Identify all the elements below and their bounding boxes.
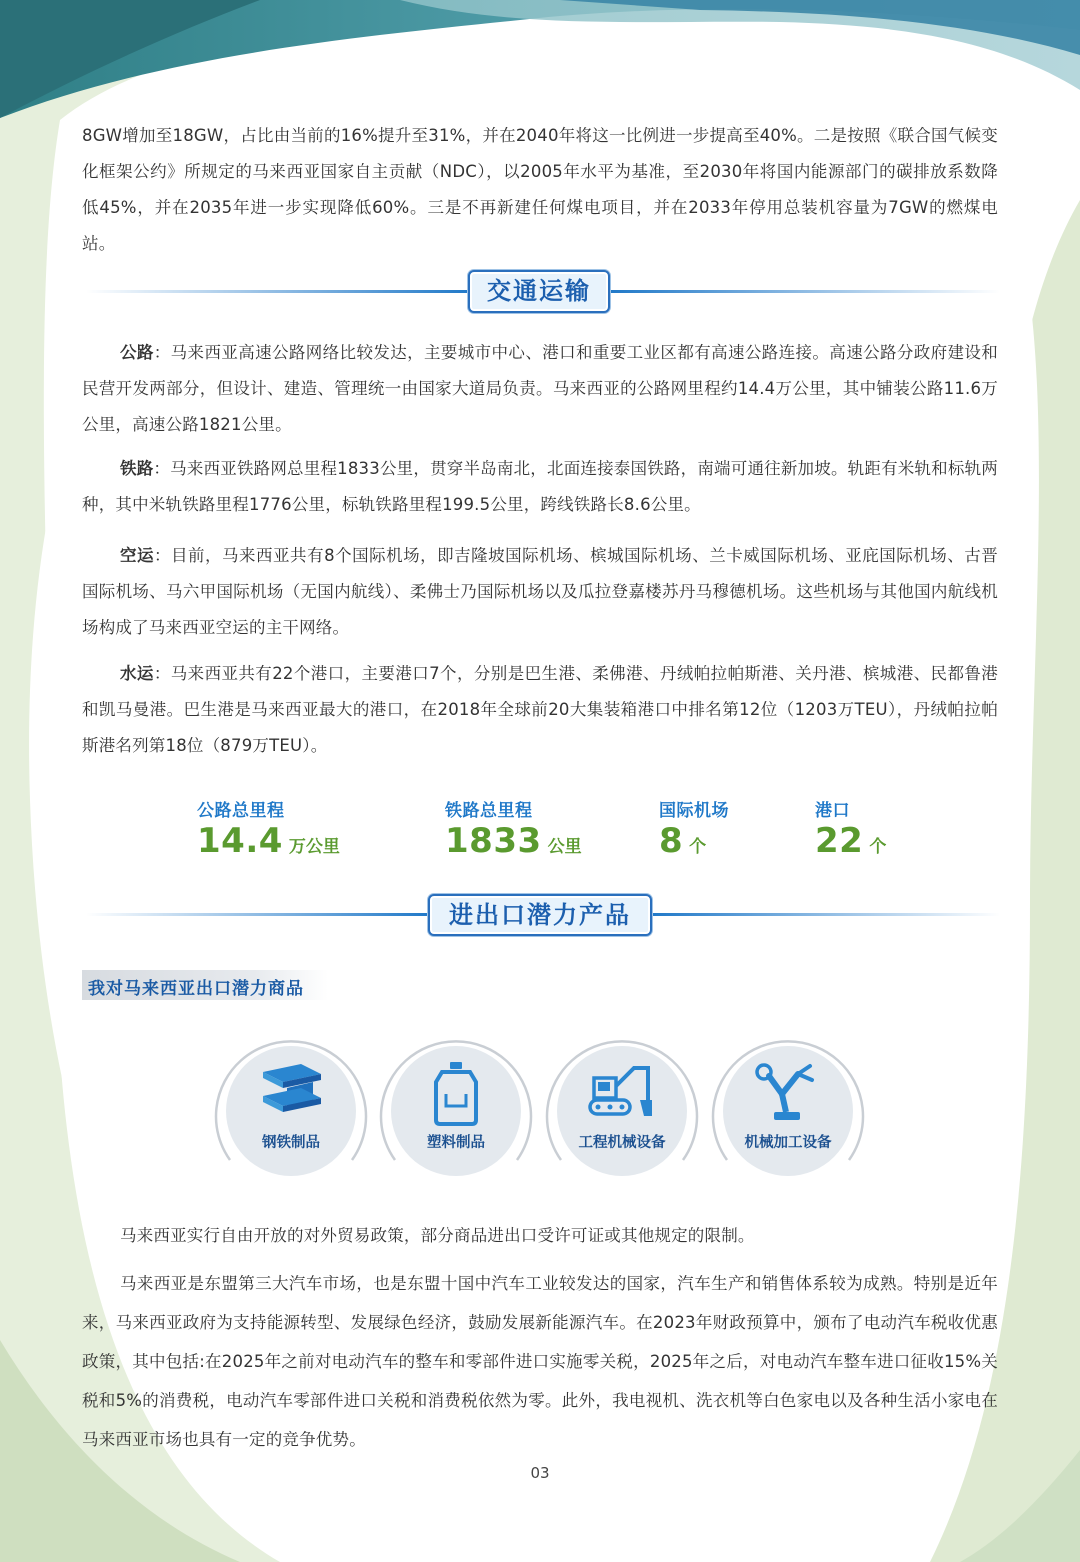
- excavator-icon: [586, 1060, 658, 1126]
- page-number: 03: [530, 1464, 550, 1482]
- product-label: 塑料制品: [427, 1135, 485, 1151]
- section-divider-left: [86, 290, 472, 293]
- stat-road-length: [197, 796, 340, 861]
- product-plastic: [381, 1036, 531, 1186]
- stat-label: 公路总里程: [197, 801, 285, 821]
- stat-number: 14.4: [197, 821, 283, 861]
- section-divider-left: [86, 913, 431, 916]
- product-label: 钢铁制品: [262, 1135, 320, 1151]
- stat-label: 铁路总里程: [445, 801, 533, 821]
- water-paragraph: [82, 656, 998, 764]
- export-subheading: [82, 970, 328, 1000]
- stat-unit: 个: [869, 837, 887, 857]
- stat-number: 22: [815, 821, 864, 861]
- export-subheading-text: 我对马来西亚出口潜力商品: [88, 979, 304, 999]
- stat-ports: [815, 796, 886, 861]
- plastic-bottle-icon: [420, 1060, 492, 1126]
- section-title-transport: 交通运输: [468, 270, 610, 313]
- trade-policy-paragraph: 马来西亚实行自由开放的对外贸易政策，部分商品进出口受许可证或其他规定的限制。: [120, 1226, 755, 1245]
- auto-market-paragraph: 马来西亚是东盟第三大汽车市场，也是东盟十国中汽车工业较发达的国家，汽车生产和销售体系较为成熟。特别是近年来，马来西亚政府为支持能源转型、发展绿色经济，鼓励发展新能源汽车。在2023年财政预算中，颁布了电动汽车税收优惠政策，其中包括:在2025年之前对电动汽车的整车和零部件进口实施零关税，2025年之后，对电动汽车整车进口征收15%关税和5%的消费税，电动汽车零部件进口关税和消费税依然为零。此外，我电视机、洗衣机等白色家电以及各种生活小家电在马来西亚市场也具有一定的竞争优势。: [82, 1274, 998, 1449]
- steel-beam-icon: [255, 1060, 327, 1126]
- product-steel: [216, 1036, 366, 1186]
- intro-paragraph: 8GW增加至18GW，占比由当前的16%提升至31%，并在2040年将这一比例进一步提高至40%。二是按照《联合国气候变化框架公约》所规定的马来西亚国家自主贡献（NDC），以2005年水平为基准，至2030年将国内能源部门的碳排放系数降低45%，并在2035年进一步实现降低60%。三是不再新建任何煤电项目，并在2033年停用总装机容量为7GW的燃煤电站。: [82, 126, 998, 253]
- rail-label: 铁路: [120, 459, 154, 478]
- water-text: ：马来西亚共有22个港口，主要港口7个，分别是巴生港、柔佛港、丹绒帕拉帕斯港、关丹港、槟城港、民都鲁港和凯马曼港。巴生港是马来西亚最大的港口，在2018年全球前20大集装箱港口中排名第12位（1203万TEU），丹绒帕拉帕斯港名列第18位（879万TEU）。: [82, 664, 998, 755]
- stat-rail-length: [445, 796, 582, 861]
- air-label: 空运: [120, 546, 155, 565]
- air-paragraph: [82, 538, 998, 646]
- product-label: 机械加工设备: [744, 1135, 832, 1151]
- stat-number: 8: [659, 821, 684, 861]
- rail-text: ：马来西亚铁路网总里程1833公里，贯穿半岛南北，北面连接泰国铁路，南端可通往新加坡。轨距有米轨和标轨两种，其中米轨铁路里程1776公里，标轨铁路里程199.5公里，跨线铁路长8.6公里。: [82, 459, 998, 514]
- section-title-export: 进出口潜力产品: [428, 894, 652, 936]
- stat-label: 国际机场: [659, 801, 729, 821]
- road-paragraph: [82, 335, 998, 443]
- stat-unit: 个: [689, 837, 707, 857]
- robot-arm-icon: [752, 1060, 824, 1126]
- section-divider-right: [649, 913, 1000, 916]
- product-machining-equipment: [713, 1036, 863, 1186]
- road-label: 公路: [120, 343, 154, 362]
- product-label: 工程机械设备: [578, 1135, 666, 1151]
- stat-label: 港口: [815, 801, 850, 821]
- stat-unit: 万公里: [288, 837, 340, 857]
- product-construction-machinery: [547, 1036, 697, 1186]
- rail-paragraph: [82, 451, 998, 523]
- section-divider-right: [608, 290, 1000, 293]
- air-text: ：目前，马来西亚共有8个国际机场，即吉隆坡国际机场、槟城国际机场、兰卡威国际机场、亚庇国际机场、古晋国际机场、马六甲国际机场（无国内航线）、柔佛士乃国际机场以及瓜拉登嘉楼苏丹马穆德机场。这些机场与其他国内航线机场构成了马来西亚空运的主干网络。: [82, 546, 998, 637]
- stat-unit: 公里: [547, 837, 582, 857]
- stat-number: 1833: [445, 821, 542, 861]
- road-text: ：马来西亚高速公路网络比较发达，主要城市中心、港口和重要工业区都有高速公路连接。高速公路分政府建设和民营开发两部分，但设计、建造、管理统一由国家大道局负责。马来西亚的公路网里程约14.4万公里，其中铺装公路11.6万公里，高速公路1821公里。: [82, 343, 998, 434]
- stat-airports: [659, 796, 729, 861]
- water-label: 水运: [120, 664, 154, 683]
